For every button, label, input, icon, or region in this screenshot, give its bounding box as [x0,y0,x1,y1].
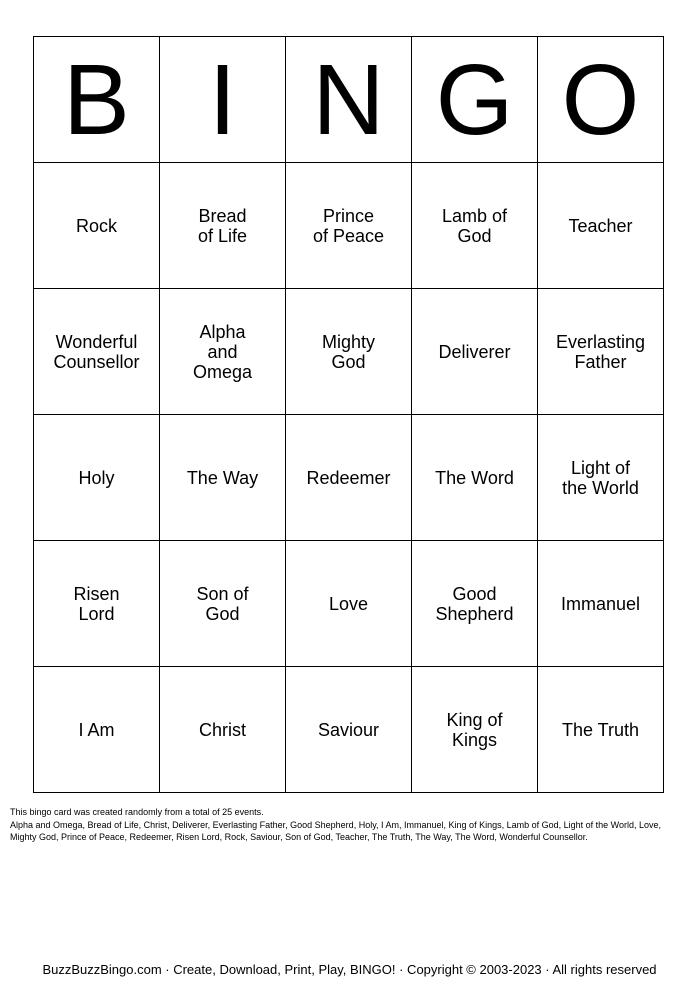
bingo-cell: Holy [34,415,160,541]
bingo-cell: The Truth [538,667,664,793]
bingo-cell: Redeemer [286,415,412,541]
header-letter-b: B [34,37,160,163]
bingo-cell: Christ [160,667,286,793]
bingo-cell: Deliverer [412,289,538,415]
bingo-cell: Light of the World [538,415,664,541]
bingo-cell: Love [286,541,412,667]
card-description-summary: This bingo card was created randomly from a total of 25 events. [10,807,264,817]
bingo-cell: Son of God [160,541,286,667]
bingo-cell: The Way [160,415,286,541]
bingo-cell: Rock [34,163,160,289]
bingo-cell: Saviour [286,667,412,793]
card-description [10,806,680,844]
footer-copyright: BuzzBuzzBingo.com · Create, Download, Print, Play, BINGO! · Copyright © 2003-2023 · All rights reserved [42,962,657,977]
header-letter-i: I [160,37,286,163]
bingo-cell: Everlasting Father [538,289,664,415]
bingo-row-2 [34,289,664,415]
bingo-cell: Alpha and Omega [160,289,286,415]
bingo-cell: King of Kings [412,667,538,793]
bingo-cell: Teacher [538,163,664,289]
card-description-events: Alpha and Omega, Bread of Life, Christ, Deliverer, Everlasting Father, Good Shepherd, Holy, I Am, Immanuel, King of Kings, Lamb of God, Light of the World, Love, Mighty God, Prince of Peace, Redeemer, Risen Lord, Rock, Saviour, Son of God, Teacher, The Truth, The Way, The Word, Wonderful Counsellor. [10,819,662,842]
bingo-cell: Immanuel [538,541,664,667]
bingo-cell: Risen Lord [34,541,160,667]
bingo-cell: The Word [412,415,538,541]
header-letter-n: N [286,37,412,163]
bingo-header-row [34,37,664,163]
header-letter-o: O [538,37,664,163]
bingo-cell: Mighty God [286,289,412,415]
bingo-cell: Lamb of God [412,163,538,289]
bingo-row-1 [34,163,664,289]
bingo-cell: Bread of Life [160,163,286,289]
bingo-cell: Prince of Peace [286,163,412,289]
bingo-row-3 [34,415,664,541]
bingo-card [33,36,664,793]
bingo-row-5 [34,667,664,793]
bingo-cell: Good Shepherd [412,541,538,667]
bingo-cell: I Am [34,667,160,793]
bingo-row-4 [34,541,664,667]
bingo-cell: Wonderful Counsellor [34,289,160,415]
header-letter-g: G [412,37,538,163]
